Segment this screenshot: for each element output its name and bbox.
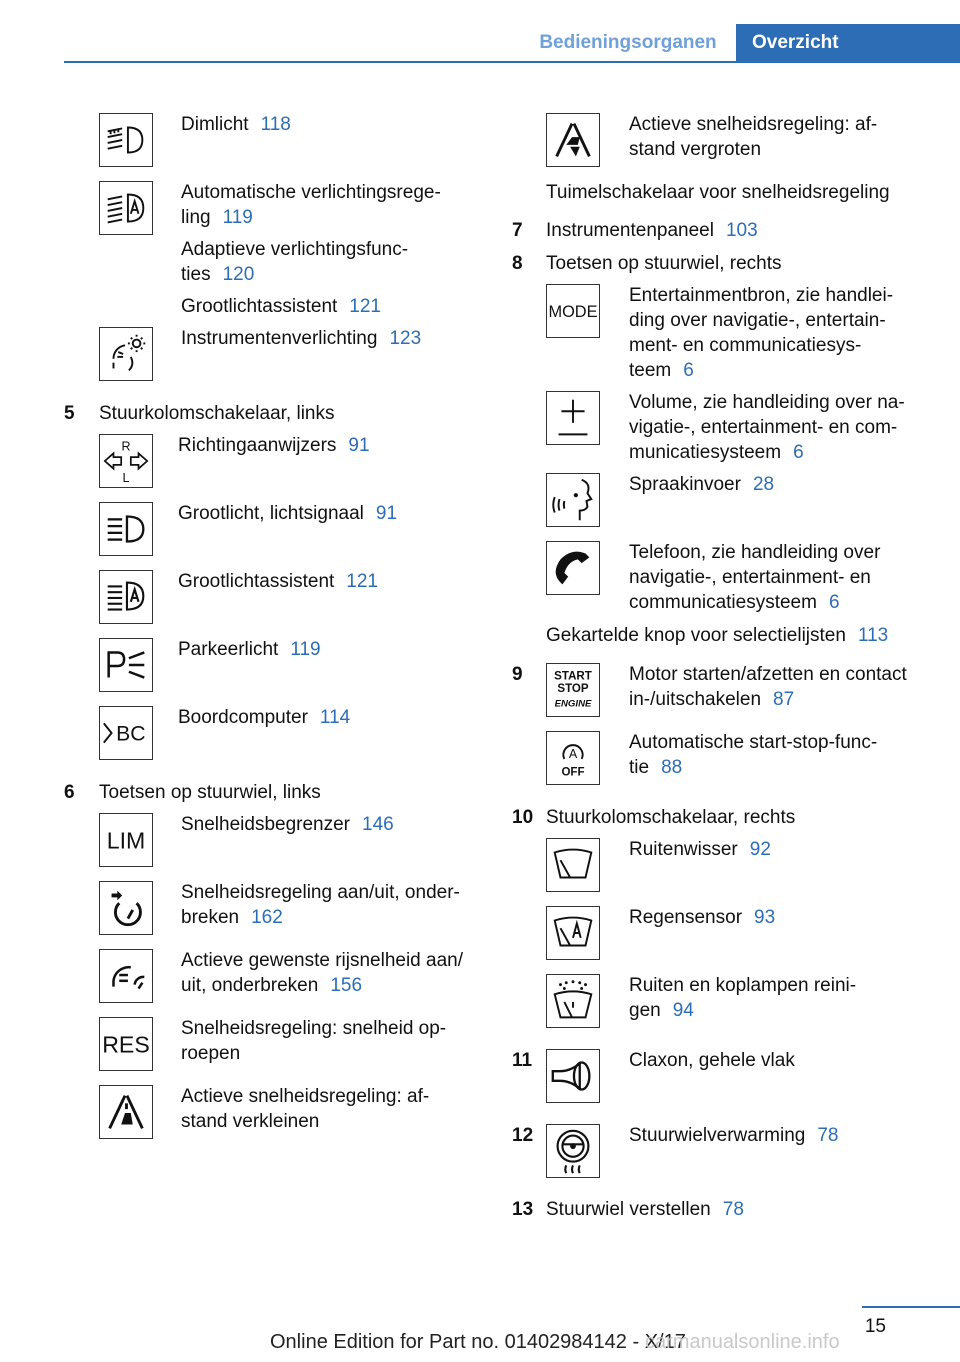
page-ref[interactable]: 162 (251, 907, 283, 928)
icon-label-l: L (122, 471, 130, 486)
item-adaptive-lighting: Adaptieve verlichtingsfunc- ties 120 (181, 239, 409, 285)
item-distance-decrease: Actieve snelheidsregeling: af- stand verkleinen (181, 1086, 430, 1132)
page-ref[interactable]: 94 (672, 1000, 694, 1021)
item-high-beam-assist: Grootlichtassistent 121 (181, 296, 381, 317)
page-ref[interactable]: 119 (222, 207, 253, 228)
page-ref[interactable]: 6 (828, 592, 840, 613)
item-cruise-control: Snelheidsregeling aan/uit, onder- breken 162 (181, 882, 460, 928)
page-ref[interactable]: 121 (349, 296, 381, 317)
item-10-number: 10 (512, 807, 534, 828)
page-ref[interactable]: 92 (749, 839, 771, 860)
page-ref[interactable]: 146 (362, 814, 394, 835)
item-8-title: Toetsen op stuurwiel, rechts (546, 253, 782, 274)
high-beam-icon (99, 502, 153, 556)
section-5-title: Stuurkolomschakelaar, links (99, 403, 335, 424)
page-ref[interactable]: 121 (346, 571, 378, 592)
icon-label-res: RES (102, 1031, 150, 1058)
wiper-icon (546, 838, 600, 892)
footer-rule (862, 1306, 960, 1308)
item-resume-speed: Snelheidsregeling: snelheid op- roepen (181, 1018, 447, 1064)
page-ref[interactable]: 88 (661, 757, 683, 778)
item-distance-increase: Actieve snelheidsregeling: af- stand vergroten (629, 114, 878, 160)
distance-increase-icon (546, 113, 600, 167)
item-volume: Volume, zie handleiding over na- vigatie-, entertainment- en com- municatiesysteem 6 (629, 392, 905, 463)
rain-sensor-icon (546, 906, 600, 960)
item-instrument-lighting: Instrumentenverlichting 123 (181, 328, 422, 349)
page-ref[interactable]: 78 (817, 1125, 839, 1146)
item-steering-adjust: Stuurwiel verstellen 78 (546, 1199, 744, 1220)
item-7-number: 7 (512, 220, 523, 241)
page-ref[interactable]: 87 (773, 689, 795, 710)
start-stop-icon (546, 663, 600, 717)
icon-label-stop: STOP (557, 682, 589, 695)
item-knurled-knob: Gekartelde knop voor selectielijsten 113 (546, 625, 889, 646)
header-rule (64, 61, 960, 63)
item-turn-signal: Richtingaanwijzers 91 (178, 435, 370, 456)
volume-icon (546, 391, 600, 445)
phone-icon (546, 541, 600, 595)
page-ref[interactable]: 119 (290, 639, 321, 660)
voice-input-icon (546, 473, 600, 527)
section-5-number: 5 (64, 403, 75, 424)
item-voice-input: Spraakinvoer 28 (629, 474, 775, 495)
page-ref[interactable]: 123 (389, 328, 422, 349)
edition-text: Online Edition for Part no. 01402984142 - X/17 (270, 1331, 686, 1353)
item-speed-limiter: Snelheidsbegrenzer 146 (181, 814, 394, 835)
icon-label-off: OFF (561, 766, 585, 779)
item-instrument-panel: Instrumentenpaneel 103 (546, 220, 758, 241)
overview-tab[interactable]: Overzicht (736, 24, 960, 61)
page-ref[interactable]: 156 (330, 975, 363, 996)
item-8-number: 8 (512, 253, 523, 274)
item-parking-light: Parkeerlicht 119 (178, 639, 321, 660)
item-12-number: 12 (512, 1125, 534, 1146)
item-horn: Claxon, gehele vlak (629, 1050, 795, 1071)
page-ref[interactable]: 6 (793, 442, 804, 463)
horn-icon (546, 1049, 600, 1103)
distance-decrease-icon (99, 1085, 153, 1139)
onboard-computer-icon (99, 706, 153, 760)
high-beam-assistant-icon (99, 570, 153, 624)
icon-label-start: START (554, 670, 592, 683)
dipped-beam-icon (99, 113, 153, 167)
page-ref[interactable]: 114 (319, 707, 351, 728)
item-start-stop: Motor starten/afzetten en contact in-/uitschakelen 87 (629, 664, 907, 710)
parking-light-icon (99, 638, 153, 692)
icon-label-engine: ENGINE (554, 698, 592, 710)
page-number: 15 (864, 1316, 886, 1337)
item-high-beam-assistant: Grootlichtassistent 121 (178, 571, 378, 592)
item-active-cruise: Actieve gewenste rijsnelheid aan/ uit, onderbreken 156 (181, 950, 464, 996)
rocker-switch-text: Tuimelschakelaar voor snelheidsregeling (546, 182, 890, 203)
section-6-number: 6 (64, 782, 75, 803)
icon-label-bc: BC (116, 722, 146, 746)
section-title: Bedieningsorganen (539, 32, 717, 53)
page-ref[interactable]: 103 (725, 220, 758, 241)
page-ref[interactable]: 118 (260, 114, 291, 135)
item-onboard-computer: Boordcomputer 114 (178, 707, 351, 728)
item-13-number: 13 (512, 1199, 534, 1220)
icon-label-r: R (121, 439, 131, 454)
item-entertainment-source: Entertainmentbron, zie handlei- ding over navigatie-, entertain- ment- en communicatiesys- teem 6 (629, 285, 894, 381)
item-11-number: 11 (512, 1050, 533, 1071)
item-steering-heating: Stuurwielverwarming 78 (629, 1125, 839, 1146)
page-ref[interactable]: 91 (375, 503, 398, 524)
page-ref[interactable]: 91 (348, 435, 370, 456)
item-rain-sensor: Regensensor 93 (629, 907, 776, 928)
item-wiper: Ruitenwisser 92 (629, 839, 771, 860)
active-cruise-icon (99, 949, 153, 1003)
steering-heating-icon (546, 1124, 600, 1178)
item-high-beam: Grootlicht, lichtsignaal 91 (178, 503, 398, 524)
page-ref[interactable]: 28 (752, 474, 775, 495)
watermark: carmanualsonline.info (645, 1331, 840, 1353)
section-6-title: Toetsen op stuurwiel, links (99, 782, 321, 803)
icon-label-a: A (568, 747, 578, 761)
page-ref[interactable]: 120 (222, 264, 255, 285)
auto-start-stop-icon (546, 731, 600, 785)
washer-icon (546, 974, 600, 1028)
item-washer: Ruiten en koplampen reini- gen 94 (629, 975, 857, 1021)
page-ref[interactable]: 93 (754, 907, 776, 928)
item-auto-start-stop: Automatische start-stop-func- tie 88 (629, 732, 878, 778)
item-auto-lighting: Automatische verlichtingsrege- ling 119 (181, 182, 441, 228)
page-ref[interactable]: 78 (722, 1199, 744, 1220)
item-dimlicht: Dimlicht 118 (181, 114, 291, 135)
turn-signal-icon (99, 434, 153, 488)
mode-icon (546, 284, 600, 338)
auto-headlight-icon (99, 181, 153, 235)
item-9-number: 9 (512, 664, 523, 685)
instrument-lighting-icon (99, 327, 153, 381)
page-ref[interactable]: 6 (683, 360, 694, 381)
icon-label-lim: LIM (106, 827, 146, 854)
resume-icon (99, 1017, 153, 1071)
item-phone: Telefoon, zie handleiding over navigatie-, entertainment- en communicatiesysteem 6 (629, 542, 881, 613)
icon-label-mode: MODE (548, 302, 598, 321)
speed-limiter-icon (99, 813, 153, 867)
cruise-control-icon (99, 881, 153, 935)
page-ref[interactable]: 113 (857, 625, 889, 646)
item-10-title: Stuurkolomschakelaar, rechts (546, 807, 796, 828)
